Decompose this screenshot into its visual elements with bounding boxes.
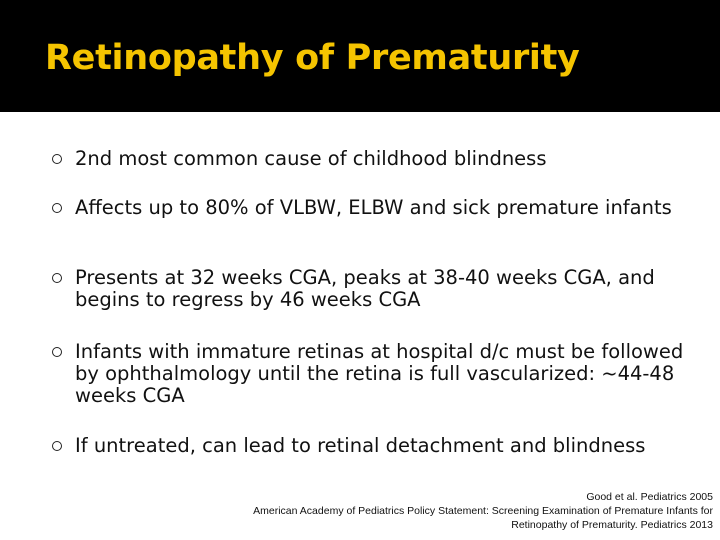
bullet-circle-icon — [52, 273, 62, 283]
bullet-circle-icon — [52, 154, 62, 164]
bullet-text: Presents at 32 weeks CGA, peaks at 38-40 weeks CGA, and begins to regress by 46 weeks CGA — [75, 266, 655, 311]
citation — [113, 490, 713, 532]
bullet-text: Affects up to 80% of VLBW, ELBW and sick premature infants — [75, 196, 672, 219]
bullet-text: Infants with immature retinas at hospital d/c must be followed by ophthalmology until the retina is full vascularized: ~44-48 weeks CGA — [75, 340, 684, 407]
citation-line: Retinopathy of Prematurity. Pediatrics 2013 — [511, 519, 713, 531]
bullet-text: 2nd most common cause of childhood blindness — [75, 147, 547, 170]
title-bar — [0, 0, 720, 112]
bullet-text: If untreated, can lead to retinal detachment and blindness — [75, 434, 646, 457]
bullet-circle-icon — [52, 203, 62, 213]
citation-line: American Academy of Pediatrics Policy Statement: Screening Examination of Premature Infants for — [253, 505, 713, 517]
bullet-circle-icon — [52, 347, 62, 357]
slide-title: Retinopathy of Prematurity — [45, 38, 580, 78]
bullet-circle-icon — [52, 441, 62, 451]
citation-line: Good et al. Pediatrics 2005 — [586, 491, 713, 503]
